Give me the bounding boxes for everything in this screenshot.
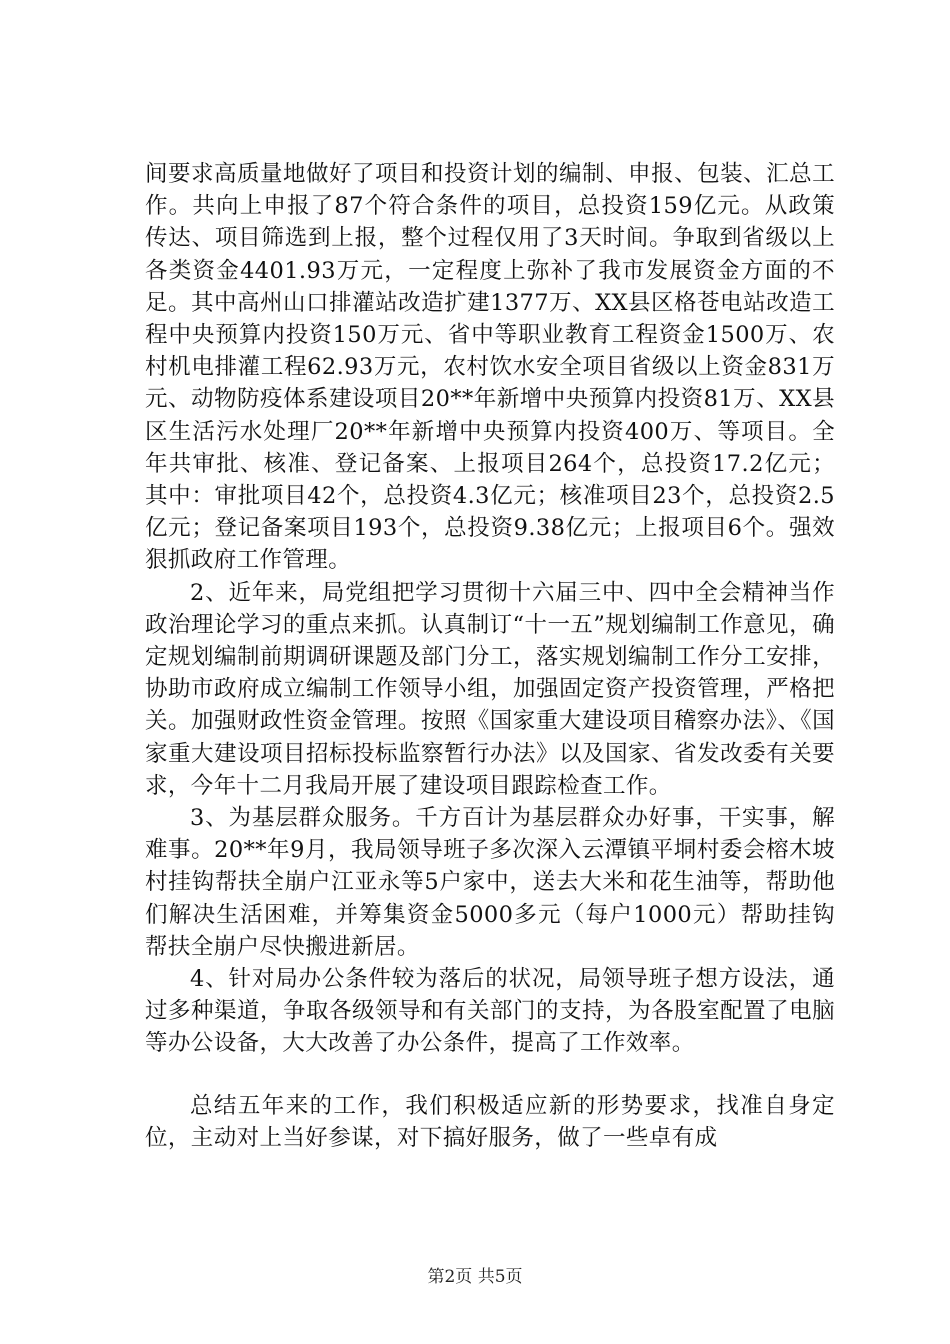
document-body — [145, 158, 835, 1154]
page-number-footer: 第2页 共5页 — [427, 1267, 523, 1287]
paragraph-spacer — [145, 1060, 835, 1090]
paragraph-summary: 总结五年来的工作，我们积极适应新的形势要求，找准自身定位，主动对上当好参谋，对下搞好服务，做了一些卓有成 — [145, 1092, 835, 1151]
paragraph-item-4: 4、针对局办公条件较为落后的状况，局领导班子想方设法，通过多种渠道，争取各级领导和有关部门的支持，为各股室配置了电脑等办公设备，大大改善了办公条件，提高了工作效率。 — [145, 966, 835, 1057]
paragraph-item-3: 3、为基层群众服务。千方百计为基层群众办好事，干实事，解难事。20**年9月，我局领导班子多次深入云潭镇平垌村委会榕木坡村挂钩帮扶全崩户江亚永等5户家中，送去大米和花生油等，帮助他们解决生活困难，并筹集资金5000多元（每户1000元）帮助挂钩帮扶全崩户尽快搬进新居。 — [145, 805, 835, 960]
paragraph-continuation: 间要求高质量地做好了项目和投资计划的编制、申报、包装、汇总工作。共向上申报了87个符合条件的项目，总投资159亿元。从政策传达、项目筛选到上报，整个过程仅用了3天时间。争取到省级以上各类资金4401.93万元，一定程度上弥补了我市发展资金方面的不足。其中高州山口排灌站改造扩建1377万、XX县区格苍电站改造工程中央预算内投资150万元、省中等职业教育工程资金1500万、农村机电排灌工程62.93万元，农村饮水安全项目省级以上资金831万元、动物防疫体系建设项目20**年新增中央预算内投资81万、XX县区生活污水处理厂20**年新增中央预算内投资400万、等项目。全年共审批、核准、登记备案、上报项目264个，总投资17.2亿元；其中：审批项目42个，总投资4.3亿元；核准项目23个，总投资2.5亿元；登记备案项目193个，总投资9.38亿元；上报项目6个。强效狠抓政府工作管理。 — [145, 161, 835, 574]
paragraph-item-2: 2、近年来，局党组把学习贯彻十六届三中、四中全会精神当作政治理论学习的重点来抓。认真制订“十一五”规划编制工作意见，确定规划编制前期调研课题及部门分工，落实规划编制工作分工安排，协助市政府成立编制工作领导小组，加强固定资产投资管理，严格把关。加强财政性资金管理。按照《国家重大建设项目稽察办法》、《国家重大建设项目招标投标监察暂行办法》以及国家、省发改委有关要求，今年十二月我局开展了建设项目跟踪检查工作。 — [145, 579, 835, 799]
